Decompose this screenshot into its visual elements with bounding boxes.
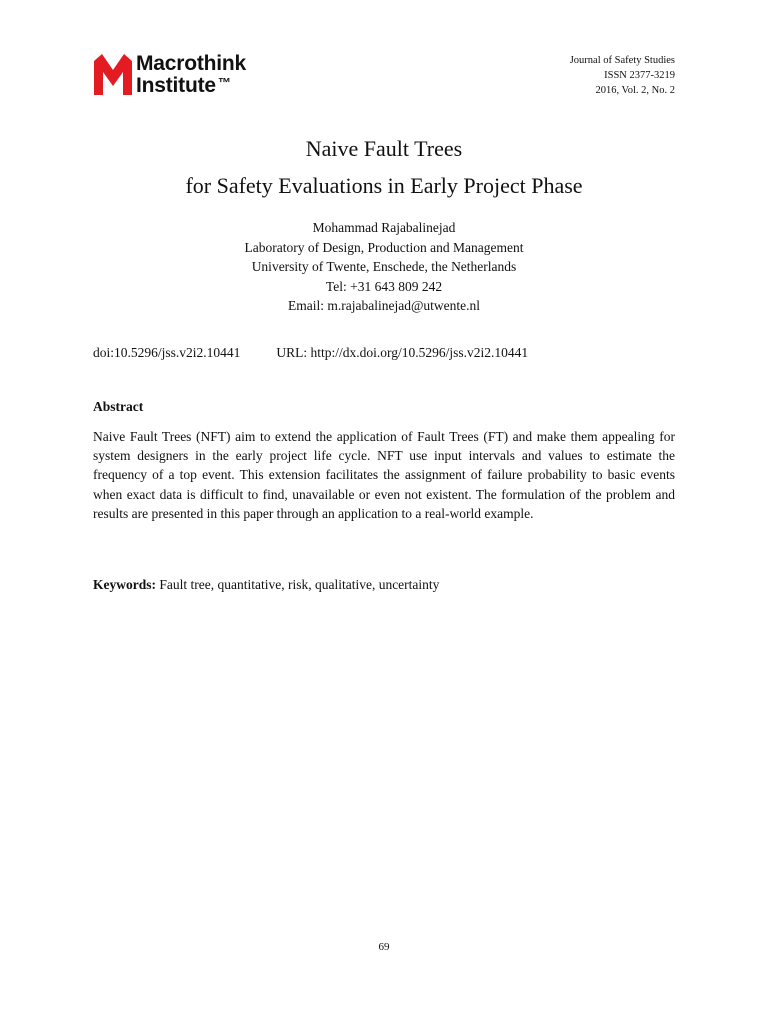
doi-url: URL: http://dx.doi.org/10.5296/jss.v2i2.10441	[276, 345, 529, 360]
author-tel: Tel: +31 643 809 242	[325, 278, 443, 294]
keywords-text: Fault tree, quantitative, risk, qualitative, uncertainty	[159, 577, 440, 592]
author-affiliation: Laboratory of Design, Production and Management	[244, 239, 524, 255]
logo-wordmark	[136, 51, 247, 97]
paper-title	[0, 130, 768, 204]
abstract-heading: Abstract	[93, 399, 144, 414]
author-name: Mohammad Rajabalinejad	[312, 220, 456, 235]
page-number: 69	[378, 941, 390, 953]
macrothink-m-logo-icon	[93, 52, 133, 96]
logo-line-1: Macrothink	[136, 51, 247, 75]
keywords	[93, 575, 439, 594]
logo-line-2	[136, 73, 246, 95]
journal-info	[570, 53, 675, 98]
logo-line-2-text: Institute	[136, 73, 216, 97]
abstract-text: Naive Fault Trees (NFT) aim to extend the application of Fault Trees (FT) and make them appealing for system designers in the early project life cycle. NFT use input intervals and values to estimate the frequency of a top event. This extension facilitates the assignment of failure probability to basic events when exact data is difficult to find, unavailable or even not existent. The formulation of the problem and results are presented in this paper through an application to a real-world example.	[93, 429, 675, 521]
title-line-1: Naive Fault Trees	[305, 136, 463, 161]
doi: doi:10.5296/jss.v2i2.10441	[93, 345, 241, 360]
author-university: University of Twente, Enschede, the Netherlands	[251, 259, 517, 274]
author-email: Email: m.rajabalinejad@utwente.nl	[288, 298, 480, 313]
journal-name: Journal of Safety Studies	[569, 55, 675, 66]
identifiers-line	[93, 343, 528, 362]
journal-volume: 2016, Vol. 2, No. 2	[595, 85, 675, 96]
keywords-label: Keywords:	[93, 577, 156, 592]
publisher-logo	[93, 52, 293, 96]
author-block	[0, 218, 768, 316]
journal-issn: ISSN 2377-3219	[604, 70, 675, 81]
trademark-symbol: ™	[217, 74, 231, 90]
title-line-2: for Safety Evaluations in Early Project Phase	[185, 173, 583, 198]
